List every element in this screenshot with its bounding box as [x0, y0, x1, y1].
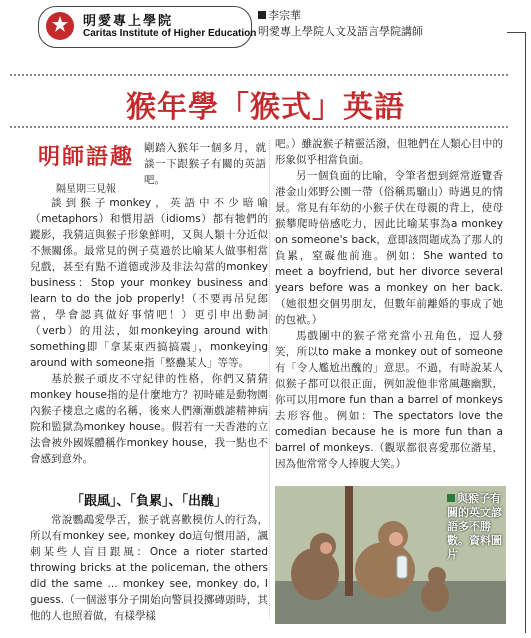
- logo-english-name: Caritas Institute of Higher Education: [83, 28, 257, 39]
- paragraph: 馬戲團中的猴子常充當小丑角色，逗人發笑，所以to make a monkey out of someone有「令人尷尬出醜的」意思。不過，有時說某人似猴子都可以很正面，例如說他非常風趣幽默，你可以用more fun than a barrel of monkeys去形容他。例如：The spectators love the comedian because he is more fun than a barrel of monkeys.（觀眾都很喜愛那位諧星，因為他常常令人捧腹大笑。）: [275, 330, 503, 470]
- column-divider: [269, 140, 270, 620]
- subheading: 「跟風」、「負累」、「出醜」: [70, 494, 227, 509]
- logo: [38, 6, 257, 48]
- column-name: 明師語趣: [37, 145, 134, 170]
- paragraph: 基於猴子頑皮不守紀律的性格，你們又猜猜monkey house指的是什麼地方？初時確是動物園內猴子棲息之處的名稱，後來人們漸漸戲謔精神病院和監獄為monkey house。假若有一天香港的立法會被外國媒體稱作monkey house，我一點也不會感到意外。: [30, 373, 268, 465]
- divider-top: [10, 74, 508, 76]
- paragraph: 吧。）雖說猴子精靈活潑，但牠們在人類心目中的形象似乎相當負面。: [275, 138, 503, 166]
- intro-paragraph: 剛踏入猴年一個多月，就談一下跟猴子有關的英語吧。: [144, 142, 266, 186]
- bullet-square-icon: [258, 11, 266, 19]
- author-title: 明愛專上學院人文及語言學院講師: [258, 25, 423, 38]
- paragraph: 談到猴子monkey，英語中不少暗喻（metaphors）和慣用語（idioms）都有牠們的蹤影，我猜這與猴子形象鮮明，又與人類十分近似不無關係。最常見的例子莫過於比喻某人做事相當兒戲，甚至有點不道德或涉及非法勾當的monkey business：Stop your monkey business and learn to do the job properly!（不要再吊兒郎當，學會認真做好事情吧！）更引申出動詞（verb）的用法，如monkeying around with something即「拿某東西搞搞震」，monkeying around with someone指「整蠱某人」等等。: [30, 197, 268, 369]
- left-column-body: [30, 195, 268, 467]
- logo-chinese-name: 明愛專上學院: [83, 14, 174, 29]
- photo-caption: [447, 492, 503, 562]
- author-name: 李宗華: [268, 9, 301, 22]
- right-column-body: [275, 136, 503, 472]
- divider-title: [10, 126, 508, 128]
- author-info: [258, 8, 423, 40]
- paragraph: 另一個負面的比喻，令筆者想到經常遊覽香港金山郊野公園一帶（俗稱馬騮山）時遇見的情景。常見有年幼的小猴子伏在母親的背上，使母猴攀爬時倍感吃力，因此比喻某事為a monkey on someone's back，意即該問題成為了那人的負累，窒礙他前進。例如：She wanted to meet a boyfriend, but her divorce several years before was a monkey on her back.（她很想交個男朋友，但數年前離婚的事成了她的包袱。）: [275, 170, 503, 326]
- left-column-body-2: [30, 512, 268, 624]
- article-title: 猴年學「猴式」英語: [126, 90, 405, 125]
- column-schedule: 隔星期三見報: [56, 184, 116, 195]
- bullet-square-icon: [447, 494, 455, 502]
- photo-caption-text: 與猴子有關的英文諺語多不勝數。資料圖片: [447, 492, 502, 561]
- caritas-emblem-icon: [45, 11, 75, 41]
- header: [0, 0, 531, 58]
- paragraph: 常說鸚鵡愛學舌，猴子就喜歡模仿人的行為，所以有monkey see, monkey do這句慣用語，諷刺某些人盲目跟風：Once a rioter started throwing bricks at the policeman, the others did the same ... monkey see, monkey do, I guess.（一個滋事分子開始向警員投擲磚頭時，其他的人也照着做，有樣學樣: [30, 514, 268, 622]
